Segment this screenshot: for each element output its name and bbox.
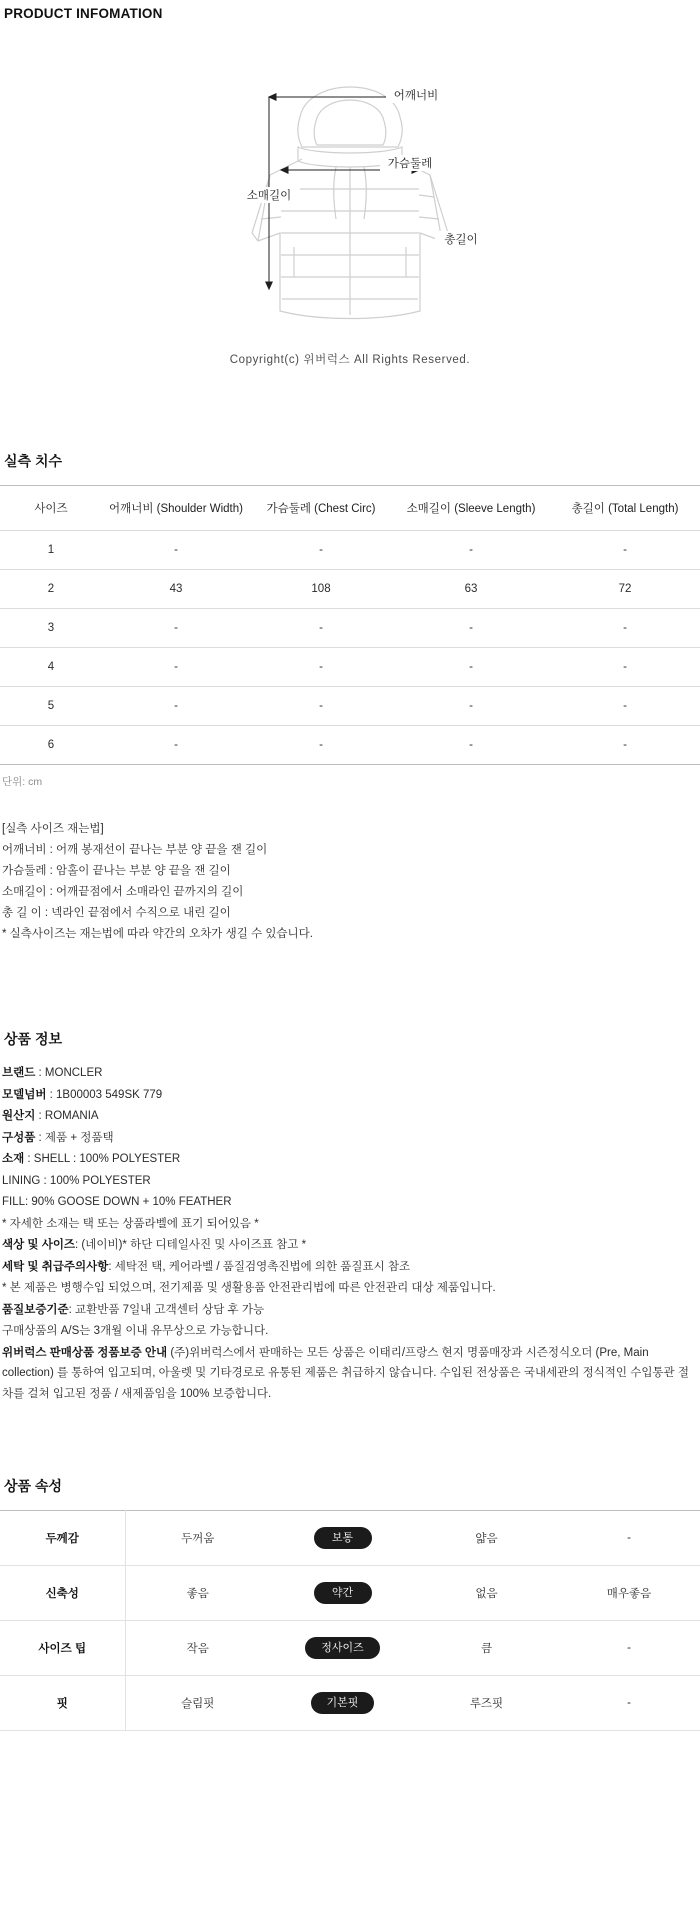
attribute-option[interactable] — [415, 1566, 558, 1621]
option-text: 매우좋음 — [606, 1588, 652, 1600]
measurement-table — [0, 485, 700, 765]
cell-size: 2 — [0, 570, 102, 609]
jacket-diagram-svg — [140, 55, 560, 325]
option-text: 큼 — [480, 1643, 493, 1655]
attribute-label: 두께감 — [0, 1511, 125, 1566]
guarantee-row — [2, 1343, 700, 1405]
cell-chest: 108 — [250, 570, 392, 609]
info-value: LINING : 100% POLYESTER — [2, 1174, 151, 1187]
cell-total: - — [550, 531, 700, 570]
attribute-option[interactable] — [415, 1621, 558, 1676]
option-text: 슬림핏 — [181, 1698, 215, 1710]
info-label: 소재 — [2, 1153, 25, 1165]
attribute-option[interactable] — [558, 1566, 700, 1621]
cell-total: - — [550, 687, 700, 726]
attribute-option[interactable] — [415, 1511, 558, 1566]
cell-total: - — [550, 648, 700, 687]
info-row — [2, 1171, 700, 1192]
cell-total: 72 — [550, 570, 700, 609]
column-header-sleeve: 소매길이 (Sleeve Length) — [392, 486, 550, 531]
column-header-chest: 가슴둘레 (Chest Circ) — [250, 486, 392, 531]
info-label: 품질보증기준 — [2, 1303, 69, 1316]
cell-size: 6 — [0, 726, 102, 765]
attribute-option[interactable] — [558, 1676, 700, 1731]
cell-sleeve: - — [392, 648, 550, 687]
section-title-measurement: 실측 치수 — [4, 453, 62, 469]
page-title: PRODUCT INFOMATION — [4, 6, 163, 21]
option-text: - — [627, 1642, 631, 1654]
attribute-option[interactable] — [125, 1511, 270, 1566]
option-text: 두꺼움 — [181, 1533, 215, 1545]
attribute-label: 핏 — [0, 1676, 125, 1731]
section-title-attributes: 상품 속성 — [4, 1478, 62, 1494]
attribute-option-selected[interactable] — [270, 1621, 415, 1676]
info-row — [2, 1192, 700, 1213]
cell-size: 1 — [0, 531, 102, 570]
cell-shoulder: - — [102, 726, 250, 765]
option-text: 작음 — [186, 1643, 209, 1655]
attributes-table — [0, 1510, 700, 1731]
status-badge: 정사이즈 — [305, 1637, 380, 1659]
cell-total: - — [550, 726, 700, 765]
info-label: 브랜드 — [2, 1067, 36, 1079]
section-title-product-info: 상품 정보 — [4, 1031, 62, 1047]
attribute-option[interactable] — [125, 1566, 270, 1621]
info-value: : ROMANIA — [35, 1110, 99, 1122]
cell-size: 5 — [0, 687, 102, 726]
info-label: 구성품 — [2, 1131, 36, 1144]
info-label: 세탁 및 취급주의사항 — [2, 1260, 109, 1273]
status-badge: 약간 — [314, 1582, 372, 1604]
info-label: 원산지 — [2, 1110, 36, 1122]
info-row — [2, 1278, 700, 1299]
attribute-label: 신축성 — [0, 1566, 125, 1621]
measurement-diagram — [0, 21, 700, 325]
info-row — [2, 1063, 700, 1084]
howto-line: 어깨너비 : 어깨 봉재선이 끝나는 부분 양 끝을 잰 길이 — [2, 844, 268, 856]
howto-line: * 실측사이즈는 재는법에 따라 약간의 오차가 생길 수 있습니다. — [2, 928, 313, 940]
option-text: - — [627, 1697, 631, 1709]
info-row — [2, 1235, 700, 1256]
table-row — [0, 726, 700, 765]
cell-chest: - — [250, 726, 392, 765]
cell-size: 4 — [0, 648, 102, 687]
info-row — [2, 1257, 700, 1278]
info-row — [2, 1128, 700, 1149]
attribute-option[interactable] — [125, 1621, 270, 1676]
cell-chest: - — [250, 531, 392, 570]
label-sleeve-length: 소매길이 — [246, 190, 292, 202]
cell-sleeve: - — [392, 726, 550, 765]
info-value: * 본 제품은 병행수입 되었으며, 전기제품 및 생활용품 안전관리법에 따른 안전관리 대상 제품입니다. — [2, 1282, 496, 1294]
howto-line: [실측 사이즈 재는법] — [2, 823, 104, 835]
label-chest-circ: 가슴둘레 — [387, 158, 433, 170]
attribute-label: 사이즈 팁 — [0, 1621, 125, 1676]
cell-shoulder: 43 — [102, 570, 250, 609]
info-value: : 세탁전 택, 케어라벨 / 품질검영촉진법에 의한 품질표시 참조 — [108, 1260, 411, 1273]
info-label: 모델넘버 — [2, 1088, 47, 1101]
cell-size: 3 — [0, 609, 102, 648]
cell-chest: - — [250, 609, 392, 648]
unit-note: 단위: cm — [2, 776, 43, 788]
table-row — [0, 531, 700, 570]
attribute-option[interactable] — [558, 1621, 700, 1676]
info-value: : SHELL : 100% POLYESTER — [24, 1153, 181, 1165]
cell-sleeve: - — [392, 531, 550, 570]
status-badge: 기본핏 — [311, 1692, 375, 1714]
cell-chest: - — [250, 648, 392, 687]
info-value: : MONCLER — [35, 1067, 103, 1079]
guarantee-label: 위버럭스 판매상품 정품보증 안내 — [2, 1346, 168, 1359]
column-header-shoulder: 어깨너비 (Shoulder Width) — [102, 486, 250, 531]
attribute-option[interactable] — [125, 1676, 270, 1731]
attribute-option-selected[interactable] — [270, 1566, 415, 1621]
cell-sleeve: - — [392, 687, 550, 726]
option-text: 없음 — [475, 1588, 498, 1600]
info-label: 색상 및 사이즈 — [2, 1239, 76, 1251]
info-row — [2, 1300, 700, 1321]
cell-sleeve: - — [392, 609, 550, 648]
option-text: 좋음 — [186, 1588, 209, 1600]
attribute-row — [0, 1566, 700, 1621]
status-badge: 보통 — [314, 1527, 372, 1549]
info-value: : 교환반품 7일내 고객센터 상담 후 가능 — [68, 1303, 265, 1316]
column-header-total: 총길이 (Total Length) — [550, 486, 700, 531]
info-row — [2, 1321, 700, 1342]
attribute-row — [0, 1676, 700, 1731]
howto-line: 소매길이 : 어깨끝점에서 소매라인 끝까지의 길이 — [2, 886, 244, 898]
info-value: FILL: 90% GOOSE DOWN + 10% FEATHER — [2, 1196, 232, 1208]
option-text: - — [627, 1532, 631, 1544]
howto-line: 총 길 이 : 넥라인 끝점에서 수직으로 내린 길이 — [2, 907, 231, 919]
info-row — [2, 1106, 700, 1127]
how-to-measure-notes — [0, 819, 700, 945]
copyright-text: Copyright(c) 위버럭스 All Rights Reserved. — [229, 354, 471, 366]
info-value: 구매상품의 A/S는 3개월 이내 유무상으로 가능합니다. — [2, 1325, 269, 1337]
info-row — [2, 1085, 700, 1106]
label-shoulder-width: 어깨너비 — [393, 90, 439, 102]
table-row — [0, 570, 700, 609]
column-header-size: 사이즈 — [0, 486, 102, 531]
info-row — [2, 1214, 700, 1235]
info-row — [2, 1149, 700, 1170]
cell-shoulder: - — [102, 648, 250, 687]
info-value: : 제품 + 정품택 — [35, 1131, 114, 1144]
table-row — [0, 687, 700, 726]
option-text: 루즈핏 — [469, 1698, 504, 1710]
label-total-length: 총길이 — [444, 234, 478, 246]
table-row — [0, 609, 700, 648]
info-value: * 자세한 소재는 택 또는 상품라벨에 표기 되어있음 * — [2, 1217, 259, 1230]
cell-total: - — [550, 609, 700, 648]
product-info-list — [0, 1063, 700, 1404]
cell-shoulder: - — [102, 687, 250, 726]
attribute-row — [0, 1511, 700, 1566]
attribute-option-selected[interactable] — [270, 1511, 415, 1566]
cell-chest: - — [250, 687, 392, 726]
cell-sleeve: 63 — [392, 570, 550, 609]
howto-line: 가슴둘레 : 암홀이 끝나는 부분 양 끝을 잰 길이 — [2, 865, 231, 877]
attribute-option[interactable] — [558, 1511, 700, 1566]
table-row — [0, 648, 700, 687]
cell-shoulder: - — [102, 531, 250, 570]
cell-shoulder: - — [102, 609, 250, 648]
info-value: : (네이비)* 하단 디테일사진 및 사이즈표 참고 * — [75, 1239, 307, 1251]
attribute-option-selected[interactable] — [270, 1676, 415, 1731]
attribute-option[interactable] — [415, 1676, 558, 1731]
option-text: 얇음 — [475, 1533, 498, 1545]
guarantee-text: (주)위버럭스에서 판매하는 모든 상품은 이태리/프랑스 현지 명품매장과 시즌정식오더 (Pre, Main collection) 를 통하여 입고되며, 아울렛 및 기타경로로 유통된 제품은 취급하지 않습니다. 수입된 전상품은 국내세관의 정식적인 수입통관 절차를 걸쳐 입고된 정품 / 새제품임을 100% 보증합니다. — [2, 1346, 689, 1400]
attribute-row — [0, 1621, 700, 1676]
info-value: : 1B00003 549SK 779 — [46, 1088, 163, 1101]
table-header-row — [0, 486, 700, 531]
